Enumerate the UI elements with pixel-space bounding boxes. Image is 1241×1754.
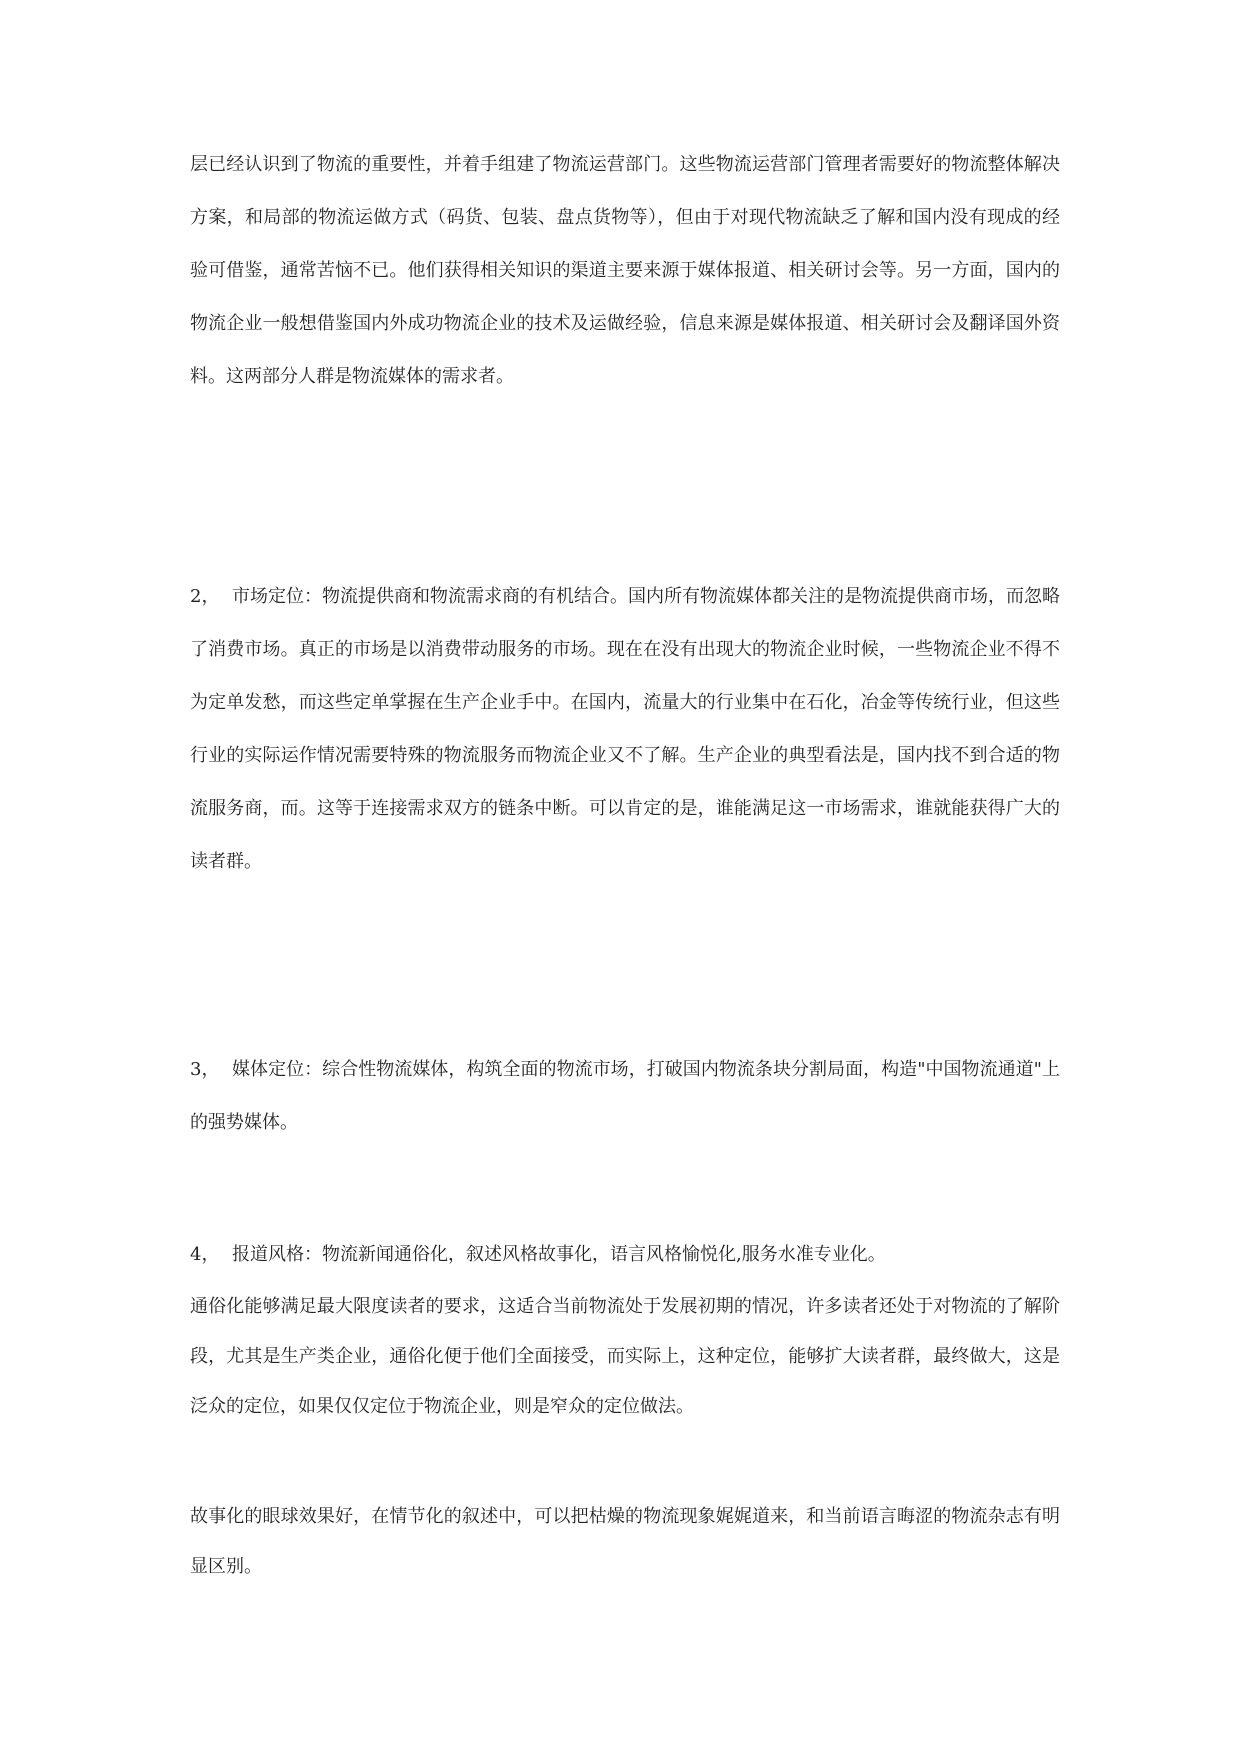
explanation-popularization: 通俗化能够满足最大限度读者的要求，这适合当前物流处于发展初期的情况，许多读者还处于对物流的了解阶段，尤其是生产类企业，通俗化便于他们全面接受，而实际上，这种定位，能够扩大读者群，最终做大，这是泛众的定位，如果仅仅定位于物流企业，则是窄众的定位做法。 — [190, 1296, 1060, 1417]
section-4-number: 4， — [190, 1244, 220, 1265]
section-4-paragraph — [190, 1228, 1060, 1281]
section-3-number: 3， — [190, 1059, 220, 1080]
intro-paragraph: 层已经认识到了物流的重要性，并着手组建了物流运营部门。这些物流运营部门管理者需要好的物流整体解决方案，和局部的物流运做方式（码货、包装、盘点货物等），但由于对现代物流缺乏了解和国内没有现成的经验可借鉴，通常苦恼不已。他们获得相关知识的渠道主要来源于媒体报道、相关研讨会等。另一方面，国内的物流企业一般想借鉴国内外成功物流企业的技术及运做经验，信息来源是媒体报道、相关研讨会及翻译国外资料。这两部分人群是物流媒体的需求者。 — [190, 154, 1060, 387]
section-2-number: 2， — [190, 586, 220, 607]
section-2-text: 市场定位：物流提供商和物流需求商的有机结合。国内所有物流媒体都关注的是物流提供商市场，而忽略了消费市场。真正的市场是以消费带动服务的市场。现在在没有出现大的物流企业时候，一些物流企业不得不为定单发愁，而这些定单掌握在生产企业手中。在国内，流量大的行业集中在石化，冶金等传统行业，但这些行业的实际运作情况需要特殊的物流服务而物流企业又不了解。生产企业的典型看法是，国内找不到合适的物流服务商，而。这等于连接需求双方的链条中断。可以肯定的是，谁能满足这一市场需求，谁就能获得广大的读者群。 — [190, 586, 1060, 872]
explanation-storytelling: 故事化的眼球效果好，在情节化的叙述中，可以把枯燥的物流现象娓娓道来，和当前语言晦涩的物流杂志有明显区别。 — [190, 1506, 1060, 1577]
section-3-text: 媒体定位：综合性物流媒体，构筑全面的物流市场，打破国内物流条块分割局面，构造"中国物流通道"上的强势媒体。 — [190, 1059, 1060, 1133]
section-4-text: 报道风格：物流新闻通俗化，叙述风格故事化，语言风格愉悦化,服务水准专业化。 — [232, 1244, 886, 1265]
section-2-paragraph — [190, 570, 1060, 888]
section-3-paragraph — [190, 1043, 1060, 1149]
